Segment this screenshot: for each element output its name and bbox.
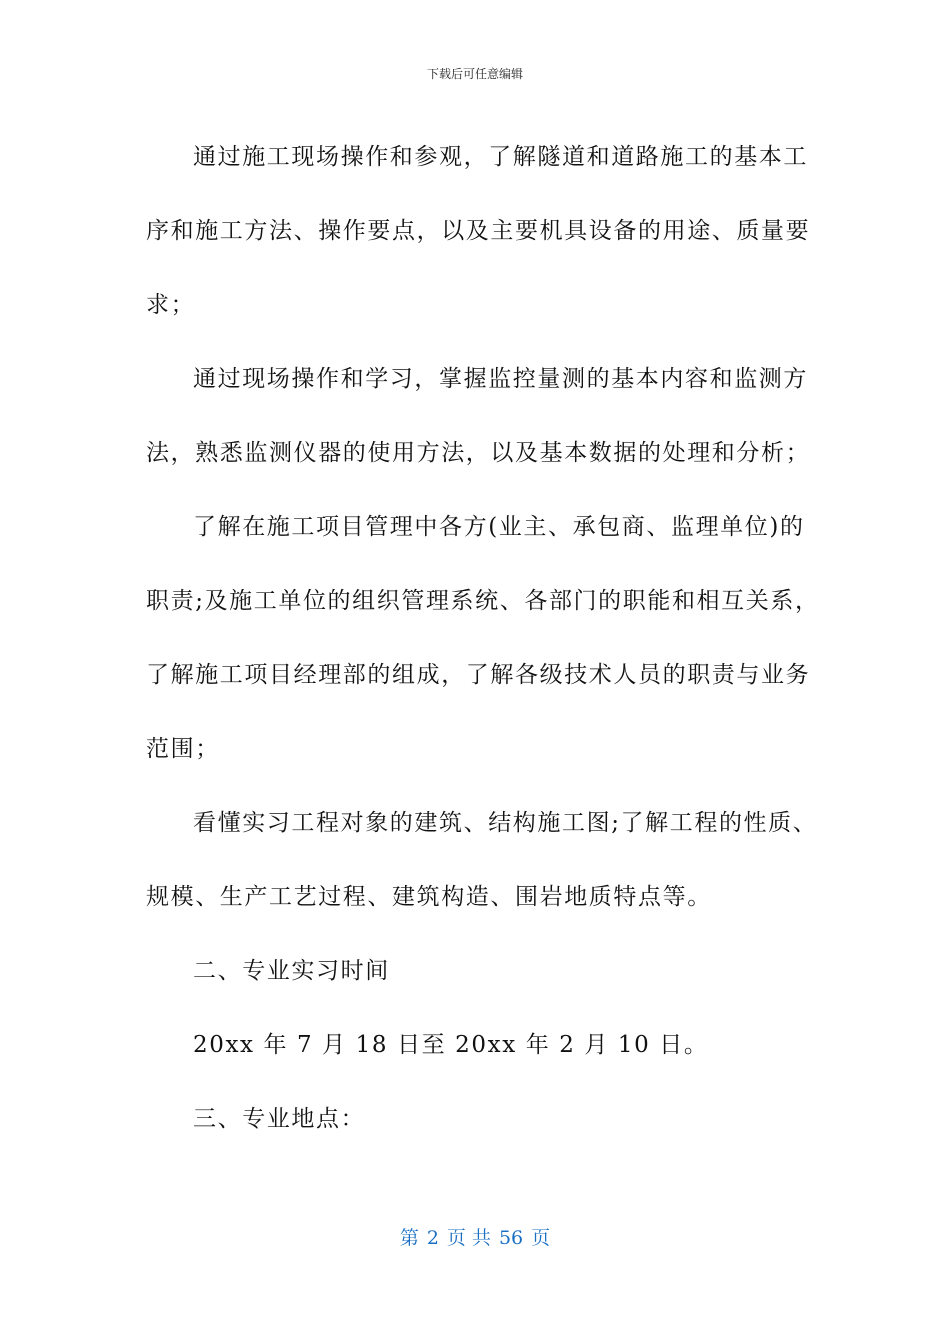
footer-prefix: 第 bbox=[399, 1227, 419, 1249]
paragraph-line: 范围； bbox=[146, 736, 220, 762]
footer-middle: 页 共 bbox=[446, 1227, 491, 1249]
paragraph-line: 法，熟悉监测仪器的使用方法，以及基本数据的处理和分析； bbox=[146, 440, 811, 466]
paragraph-line: 求； bbox=[146, 292, 196, 318]
paragraph-line: 职责;及施工单位的组织管理系统、各部门的职能和相互关系， bbox=[146, 588, 820, 614]
paragraph-line: 看懂实习工程对象的建筑、结构施工图;了解工程的性质、 bbox=[193, 810, 818, 836]
header-note: 下载后可任意编辑 bbox=[426, 67, 523, 81]
paragraph-line: 序和施工方法、操作要点，以及主要机具设备的用途、质量要 bbox=[146, 218, 811, 244]
paragraph-line: 通过现场操作和学习，掌握监控量测的基本内容和监测方 bbox=[193, 366, 808, 392]
current-page-number: 2 bbox=[426, 1227, 439, 1249]
footer-suffix: 页 bbox=[531, 1227, 551, 1249]
total-pages-number: 56 bbox=[498, 1227, 524, 1249]
paragraph-line: 20xx 年 7 月 18 日至 20xx 年 2 月 10 日。 bbox=[193, 1032, 709, 1058]
section-heading: 二、专业实习时间 bbox=[193, 958, 390, 984]
section-heading: 三、专业地点： bbox=[193, 1106, 366, 1132]
paragraph-line: 规模、生产工艺过程、建筑构造、围岩地质特点等。 bbox=[146, 884, 712, 910]
page-number-footer bbox=[0, 1226, 950, 1250]
document-body bbox=[146, 120, 820, 1156]
paragraph-line: 了解在施工项目管理中各方(业主、承包商、监理单位)的 bbox=[193, 514, 805, 540]
paragraph-line: 了解施工项目经理部的组成，了解各级技术人员的职责与业务 bbox=[146, 662, 811, 688]
paragraph-line: 通过施工现场操作和参观，了解隧道和道路施工的基本工 bbox=[193, 144, 808, 170]
